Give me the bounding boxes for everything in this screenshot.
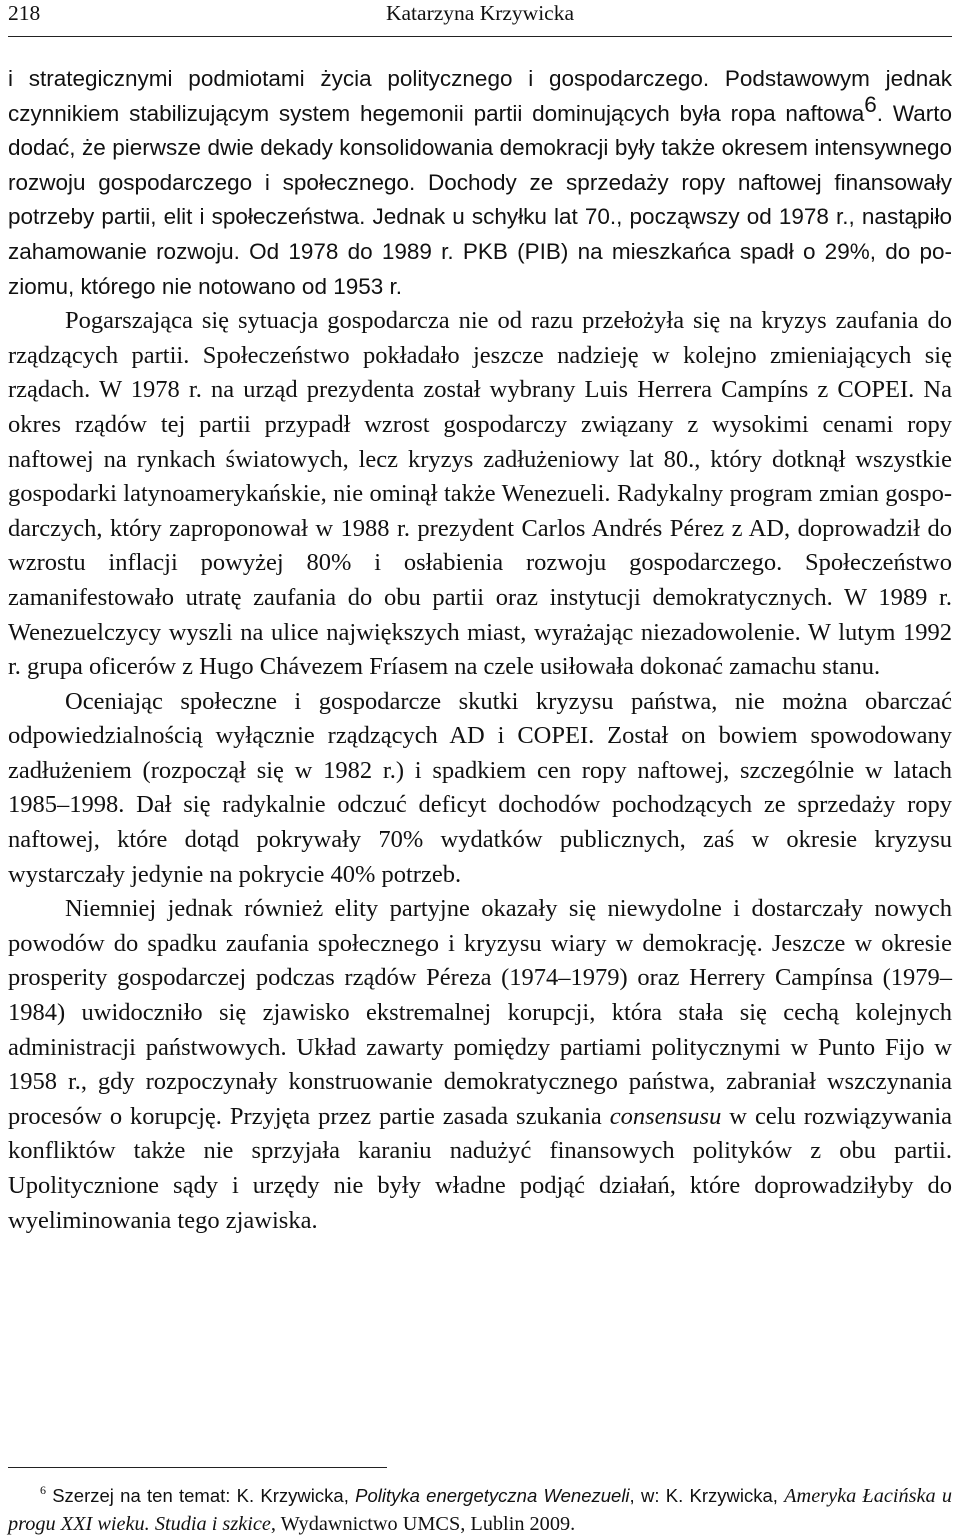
footnote-reference[interactable]: 6: [864, 91, 877, 117]
paragraph-4: [8, 892, 952, 1238]
footnote-divider: [8, 1467, 387, 1468]
paragraph-4-part-2: w celu rozwiązywania konfliktów także nie sprzyjała karaniu nadużyć finansowych polityków z obu partii. Upolitycznione sądy i urzędy nie były władne podjąć działań, które doprowadziłyby do wyeliminowania tego zjawiska.: [8, 1102, 953, 1234]
italic-term: consensusu: [609, 1102, 722, 1130]
paragraph-1-part-2: . Warto dodać, że pierwsze dwie dekady konsolidowania demokracji były także okresem intensywnego rozwoju gospodarczego i społecznego. Dochody ze sprzedaży ropy naftowej finansowały potrzeby partii, elit i społeczeństwa. Jednak u schyłku lat 70., począwszy od 1978 r., nastąpiło zahamowanie rozwoju. Od 1978 do 1989 r. PKB (PIB) na mieszkańca spadł o 29%, do poziomu, którego nie notowano od 1953 r.: [8, 100, 952, 299]
running-head-author: Katarzyna Krzywicka: [385, 1, 575, 25]
footnote-tail: , Wydawnictwo UMCS, Lublin 2009.: [270, 1513, 576, 1535]
paragraph-2: Pogarszająca się sytuacja gospodarcza nie od razu przełożyła się na kryzys zaufania do rządzących partii. Społeczeństwo pokładało jeszcze nadzieję w kolejno zmieniających się rządach. W 1978 r. na urząd prezydenta został wybrany Luis Herrera Campíns z COPEI. Na okres rządów tej partii przypadł wzrost gospodarczy związany z wysokimi cenami ropy naftowej na rynkach światowych, lecz kryzys zadłużeniowy lat 80., który dotknął wszystkie gospodarki latynoamerykańskie, nie ominął także Wenezueli. Radykalny program zmian gospodarczych, który zaproponował w 1988 r. prezydent Carlos Andrés Pérez z AD, doprowadził do wzrostu inflacji powyżej 80% i osłabienia rozwoju gospodarczego. Społeczeństwo zamanifestowało utratę zaufania do obu partii oraz instytucji demokratycznych. W 1989 r. Wenezuelczycy wyszli na ulice największych miast, wyrażając niezadowolenie. W lutym 1992 r. grupa oficerów z Hugo Chávezem Fríasem na czele usiłowała dokonać zamachu stanu.: [8, 307, 952, 681]
paragraph-1: [8, 62, 952, 304]
footnote: [8, 1482, 952, 1538]
page-header: [8, 0, 952, 37]
footnote-title-1: Polityka energetyczna Wenezueli: [355, 1485, 630, 1506]
paragraph-4-part-1: Niemniej jednak również elity partyjne okazały się niewydolne i dostarczały nowych powodów do spadku zaufania społecznego i kryzysu wiary w demokrację. Jeszcze w okresie prosperity gospodarczej podczas rządów Péreza (1974–1979) oraz Herrery Campínsa (1979–1984) uwidoczniło się zjawisko ekstremalnej korupcji, która stała się cechą kolejnych administracji państwowych. Układ zawarty pomiędzy partiami politycznymi w Punto Fijo w 1958 r., gdy rozpoczynały konstruowanie demokratycznego państwa, zabraniał wszczynania procesów o korupcję. Przyjęta przez partie zasada szukania: [8, 895, 952, 1130]
paragraph-3: Oceniając społeczne i gospodarcze skutki kryzysu państwa, nie można obarczać odpowiedzialnością wyłącznie rządzących AD i COPEI. Został on bowiem spowodowany zadłużeniem (rozpoczął się w 1982 r.) i spadkiem cen ropy naftowej, szczególnie w latach 1985–1998. Dał się radykalnie odczuć deficyt dochodów pochodzących ze sprzedaży ropy naftowej, które dotąd pokrywały 70% wydatków publicznych, zaś w okresie kryzysu wystarczały jedynie na pokrycie 40% potrzeb.: [8, 687, 952, 888]
footnote-mid: , w: K. Krzywicka,: [629, 1485, 785, 1506]
page-number: 218: [8, 1, 41, 25]
footnote-number: 6: [40, 1483, 46, 1497]
body-text: [8, 62, 952, 1238]
footnote-lead: Szerzej na ten temat: K. Krzywicka,: [52, 1485, 356, 1506]
paragraph-1-part-1: i strategicznymi podmiotami życia politycznego i gospodarczego. Podstawowym jednak czynnikiem stabilizującym system hegemonii partii dominujących była ropa naftowa: [8, 66, 952, 126]
footnote-title-2: Ameryka Łacińska u progu XXI wieku. Studia i szkice: [8, 1485, 953, 1535]
